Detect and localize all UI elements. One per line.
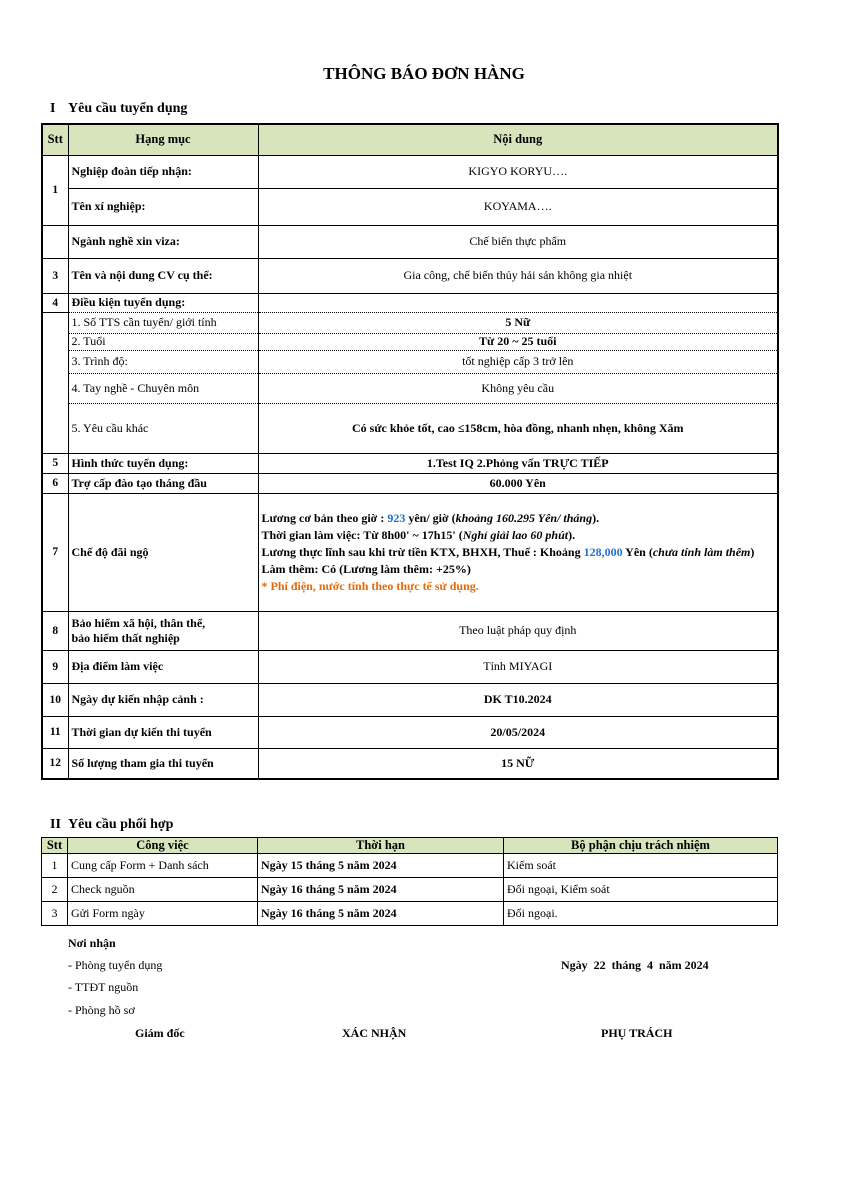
- row-item: Thời gian dự kiến thi tuyển: [68, 716, 258, 748]
- row-stt: 7: [42, 493, 68, 611]
- table-header-row: [42, 124, 778, 155]
- recruitment-table: [41, 123, 779, 780]
- row-stt: 12: [42, 748, 68, 779]
- row-stt: 5: [42, 453, 68, 473]
- row-content: Có sức khỏe tốt, cao ≤158cm, hòa đồng, nhanh nhẹn, không Xăm: [258, 403, 778, 453]
- row-content: 5 Nữ: [258, 312, 778, 333]
- header-dept: Bộ phận chịu trách nhiệm: [504, 838, 778, 854]
- row-content: 15 NỮ: [258, 748, 778, 779]
- row-content: 1.Test IQ 2.Phỏng vấn TRỰC TIẾP: [258, 453, 778, 473]
- row-dept: Đối ngoại, Kiểm soát: [504, 878, 778, 902]
- table-row: [42, 312, 778, 333]
- section-2-label: Yêu cầu phối hợp: [68, 817, 174, 832]
- row-content: KOYAMA….: [258, 188, 778, 225]
- table-row: [42, 453, 778, 473]
- table-row: [42, 155, 778, 188]
- row-item: 3. Trình độ:: [68, 350, 258, 373]
- table-row: [42, 188, 778, 225]
- row-item: 1. Số TTS cần tuyển/ giới tính: [68, 312, 258, 333]
- base-salary-line: Lương cơ bản theo giờ : 923 yên/ giờ (khoảng 160.295 Yên/ tháng).: [261, 510, 600, 525]
- row-content: 20/05/2024: [258, 716, 778, 748]
- document-title: THÔNG BÁO ĐƠN HÀNG: [323, 64, 525, 83]
- signature-director: Giám đốc: [135, 1026, 185, 1040]
- table-row: [42, 878, 778, 902]
- section-2-number: II: [50, 817, 61, 832]
- row-deadline: Ngày 15 tháng 5 năm 2024: [258, 854, 504, 878]
- row-item: Ngày dự kiến nhập cảnh :: [68, 683, 258, 716]
- header-stt: Stt: [42, 124, 68, 155]
- hourly-wage: 923: [387, 510, 406, 525]
- row-item: Tên và nội dung CV cụ thể:: [68, 258, 258, 293]
- row-item: 5. Yêu cầu khác: [68, 403, 258, 453]
- row-stt: 9: [42, 650, 68, 683]
- utility-note: * Phí điện, nước tính theo thực tế sử dụng.: [261, 578, 479, 593]
- table-row: [42, 716, 778, 748]
- recipient-item: - TTĐT nguồn: [68, 980, 139, 994]
- recipient-item: - Phòng tuyển dụng: [68, 958, 163, 972]
- row-content: DK T10.2024: [258, 683, 778, 716]
- table-row: [42, 225, 778, 258]
- table-row: [42, 293, 778, 312]
- table-row: [42, 854, 778, 878]
- row-stt: 1: [42, 155, 68, 225]
- row-item: Số lượng tham gia thi tuyển: [68, 748, 258, 779]
- row-stt: 8: [42, 611, 68, 650]
- row-item: Bảo hiểm xã hội, thân thể, bảo hiểm thất nghiệp: [68, 611, 258, 650]
- coordination-table: [41, 837, 778, 926]
- row-content: Theo luật pháp quy định: [258, 611, 778, 650]
- row-deadline: Ngày 16 tháng 5 năm 2024: [258, 902, 504, 926]
- table-row: [42, 683, 778, 716]
- signature-confirm: XÁC NHẬN: [342, 1026, 407, 1040]
- header-stt: Stt: [42, 838, 68, 854]
- row-content: Từ 20 ~ 25 tuổi: [258, 333, 778, 350]
- row-task: Check nguồn: [68, 878, 258, 902]
- header-task: Công việc: [68, 838, 258, 854]
- row-stt: 3: [42, 902, 68, 926]
- row-stt: 1: [42, 854, 68, 878]
- row-dept: Đối ngoại.: [504, 902, 778, 926]
- recipients-label: Nơi nhận: [68, 936, 116, 950]
- row-item: Hình thức tuyển dụng:: [68, 453, 258, 473]
- row-stt: 6: [42, 473, 68, 493]
- net-salary-amount: 128,000: [583, 544, 623, 559]
- table-row: [42, 650, 778, 683]
- table-row: [42, 333, 778, 350]
- document-date: Ngày 22 tháng 4 năm 2024: [561, 958, 709, 972]
- row-content: Chế biến thực phẩm: [258, 225, 778, 258]
- row-content: 60.000 Yên: [258, 473, 778, 493]
- row-task: Gửi Form ngày: [68, 902, 258, 926]
- net-salary-line: Lương thực lĩnh sau khi trừ tiền KTX, BHXH, Thuế : Khoảng 128,000 Yên (chưa tính làm thêm): [261, 544, 755, 559]
- row-content: KIGYO KORYU….: [258, 155, 778, 188]
- table-row: [42, 258, 778, 293]
- header-item: Hạng mục: [68, 124, 258, 155]
- section-1-heading: [50, 101, 187, 117]
- row-item: 4. Tay nghề - Chuyên môn: [68, 373, 258, 403]
- row-stt: [42, 312, 68, 453]
- header-content: Nội dung: [258, 124, 778, 155]
- row-stt: 10: [42, 683, 68, 716]
- signature-in-charge: PHỤ TRÁCH: [601, 1026, 673, 1040]
- row-stt: 11: [42, 716, 68, 748]
- overtime-line: Làm thêm: Có (Lương làm thêm: +25%): [261, 561, 471, 576]
- row-item: Chế độ đãi ngộ: [68, 493, 258, 611]
- row-content: Tỉnh MIYAGI: [258, 650, 778, 683]
- table-header-row: [42, 838, 778, 854]
- header-deadline: Thời hạn: [258, 838, 504, 854]
- row-stt: 4: [42, 293, 68, 312]
- row-content: Không yêu cầu: [258, 373, 778, 403]
- table-row: [42, 748, 778, 779]
- section-2-heading: [50, 817, 173, 833]
- section-1-label: Yêu cầu tuyển dụng: [68, 101, 188, 116]
- row-item: 2. Tuổi: [68, 333, 258, 350]
- row-stt: 2: [42, 878, 68, 902]
- row-content: Gia công, chế biến thủy hải sản không gia nhiệt: [258, 258, 778, 293]
- row-deadline: Ngày 16 tháng 5 năm 2024: [258, 878, 504, 902]
- table-row: [42, 902, 778, 926]
- benefits-content: [258, 493, 778, 611]
- working-hours-line: Thời gian làm việc: Từ 8h00' ~ 17h15' (Nghỉ giải lao 60 phút).: [261, 527, 576, 542]
- row-item: Địa điểm làm việc: [68, 650, 258, 683]
- row-stt: 3: [42, 258, 68, 293]
- table-row: [42, 350, 778, 373]
- row-item: Nghiệp đoàn tiếp nhận:: [68, 155, 258, 188]
- table-row: [42, 473, 778, 493]
- recipient-item: - Phòng hồ sơ: [68, 1003, 135, 1017]
- section-1-number: I: [50, 101, 56, 116]
- row-stt: [42, 225, 68, 258]
- row-item: Trợ cấp đào tạo tháng đầu: [68, 473, 258, 493]
- row-item: Tên xí nghiệp:: [68, 188, 258, 225]
- row-item: Ngành nghề xin viza:: [68, 225, 258, 258]
- row-content: tốt nghiệp cấp 3 trở lên: [258, 350, 778, 373]
- table-row: [42, 493, 778, 611]
- table-row: [42, 373, 778, 403]
- row-dept: Kiểm soát: [504, 854, 778, 878]
- table-row: [42, 403, 778, 453]
- row-content: [258, 293, 778, 312]
- row-task: Cung cấp Form + Danh sách: [68, 854, 258, 878]
- row-item: Điều kiện tuyển dụng:: [68, 293, 258, 312]
- table-row: [42, 611, 778, 650]
